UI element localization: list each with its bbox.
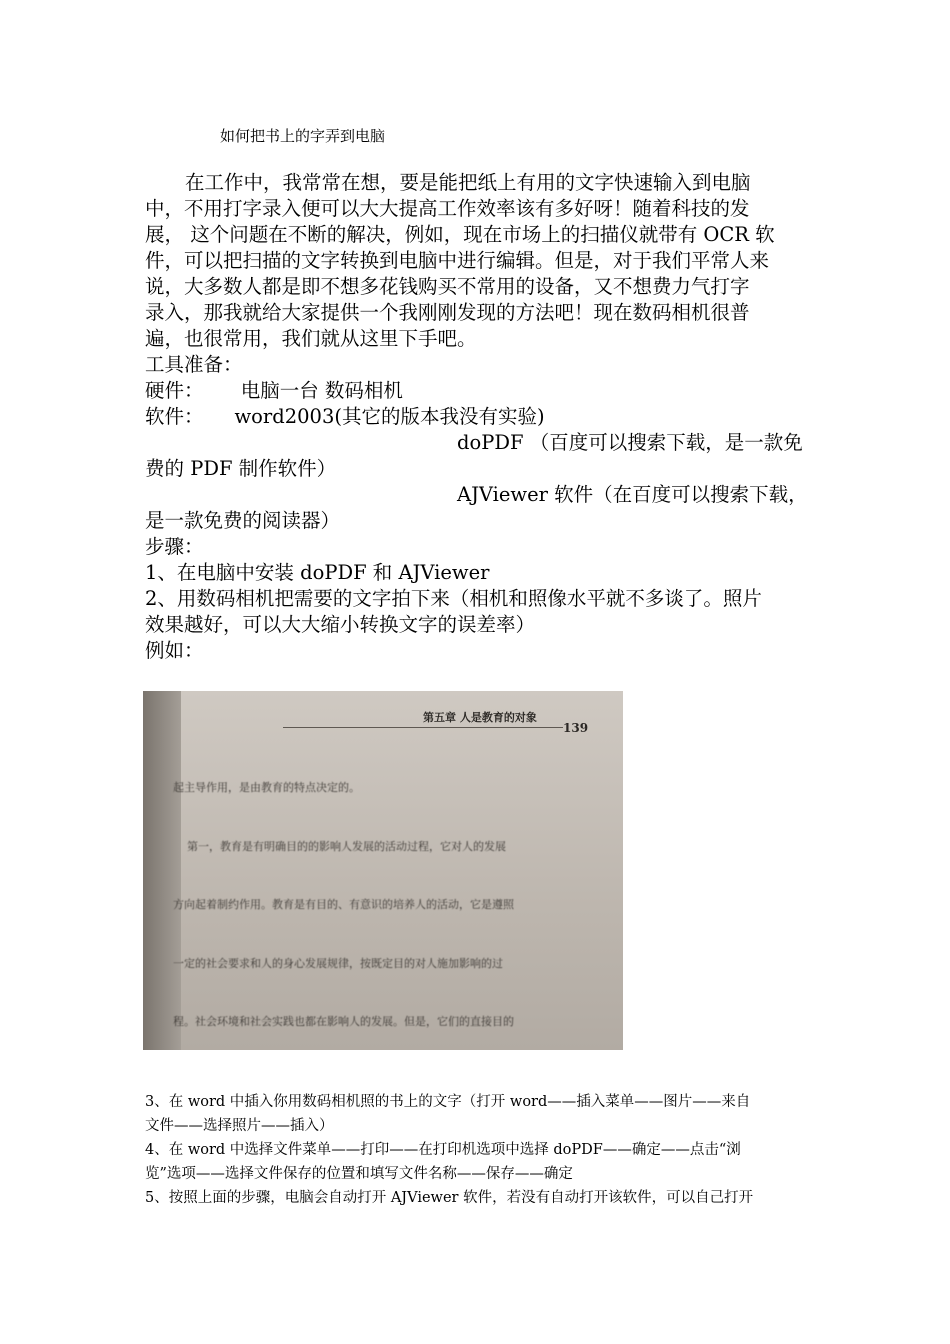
ajviewer-line: AJViewer 软件（在百度可以搜索下载， bbox=[457, 483, 808, 506]
photo-text-line: 方向起着制约作用。教育是有目的、有意识的培养人的活动，它是遵照 bbox=[173, 898, 514, 911]
step-4-cont: 览”选项——选择文件保存的位置和填写文件名称——保存——确定 bbox=[145, 1166, 573, 1182]
photo-text-block bbox=[173, 739, 603, 1050]
paragraph-line: 说，大多数人都是即不想多花钱购买不常用的设备，又不想费力气打字 bbox=[145, 275, 750, 298]
photo-header-rule bbox=[283, 727, 563, 728]
hardware-line: 硬件： 电脑一台 数码相机 bbox=[145, 379, 403, 402]
document-title: 如何把书上的字弄到电脑 bbox=[220, 127, 386, 145]
photo-chapter-header: 第五章 人是教育的对象 bbox=[423, 711, 537, 724]
step-2-cont: 效果越好，可以大大缩小转换文字的误差率） bbox=[145, 613, 536, 636]
paragraph-line: 录入，那我就给大家提供一个我刚刚发现的方法吧！现在数码相机很普 bbox=[145, 301, 750, 324]
example-label: 例如： bbox=[145, 639, 204, 662]
ajviewer-line-cont: 是一款免费的阅读器） bbox=[145, 509, 341, 532]
photo-text-line: 程。社会环境和社会实践也都在影响人的发展。但是，它们的直接目的 bbox=[173, 1015, 514, 1028]
photo-text-line: 一定的社会要求和人的身心发展规律，按既定目的对人施加影响的过 bbox=[173, 956, 503, 970]
step-5: 5、按照上面的步骤，电脑会自动打开 AJViewer 软件，若没有自动打开该软件，可以自己打开 bbox=[145, 1190, 754, 1206]
book-page-photo bbox=[143, 691, 623, 1050]
document-body bbox=[145, 170, 810, 664]
step-3: 3、在 word 中插入你用数码相机照的书上的文字（打开 word——插入菜单——图片——来自 bbox=[145, 1094, 751, 1110]
photo-text-line: 起主导作用，是由教育的特点决定的。 bbox=[173, 781, 360, 794]
paragraph-line: 件，可以把扫描的文字转换到电脑中进行编辑。但是，对于我们平常人来 bbox=[145, 249, 770, 272]
paragraph-line: 中，不用打字录入便可以大大提高工作效率该有多好呀！随着科技的发 bbox=[145, 197, 750, 220]
dopdf-line-cont: 费的 PDF 制作软件） bbox=[145, 457, 337, 480]
paragraph-line: 在工作中，我常常在想，要是能把纸上有用的文字快速输入到电脑 bbox=[185, 171, 751, 194]
later-steps bbox=[145, 1090, 815, 1210]
step-3-cont: 文件——选择照片——插入） bbox=[145, 1118, 334, 1134]
tools-heading: 工具准备： bbox=[145, 353, 243, 376]
step-1: 1、在电脑中安装 doPDF 和 AJViewer bbox=[145, 561, 490, 584]
photo-text-line: 第一，教育是有明确目的的影响人发展的活动过程，它对人的发展 bbox=[173, 839, 506, 853]
paragraph-line: 遍，也很常用，我们就从这里下手吧。 bbox=[145, 327, 477, 350]
step-4: 4、在 word 中选择文件菜单——打印——在打印机选项中选择 doPDF——确定——点击“浏 bbox=[145, 1142, 741, 1158]
photo-page-number: 139 bbox=[563, 721, 589, 735]
steps-heading: 步骤： bbox=[145, 535, 204, 558]
dopdf-line: doPDF （百度可以搜索下载，是一款免 bbox=[457, 431, 803, 454]
software-line: 软件： word2003(其它的版本我没有实验) bbox=[145, 405, 545, 428]
step-2: 2、用数码相机把需要的文字拍下来（相机和照像水平就不多谈了。照片 bbox=[145, 587, 762, 610]
paragraph-line: 展， 这个问题在不断的解决，例如，现在市场上的扫描仪就带有 OCR 软 bbox=[145, 223, 775, 246]
